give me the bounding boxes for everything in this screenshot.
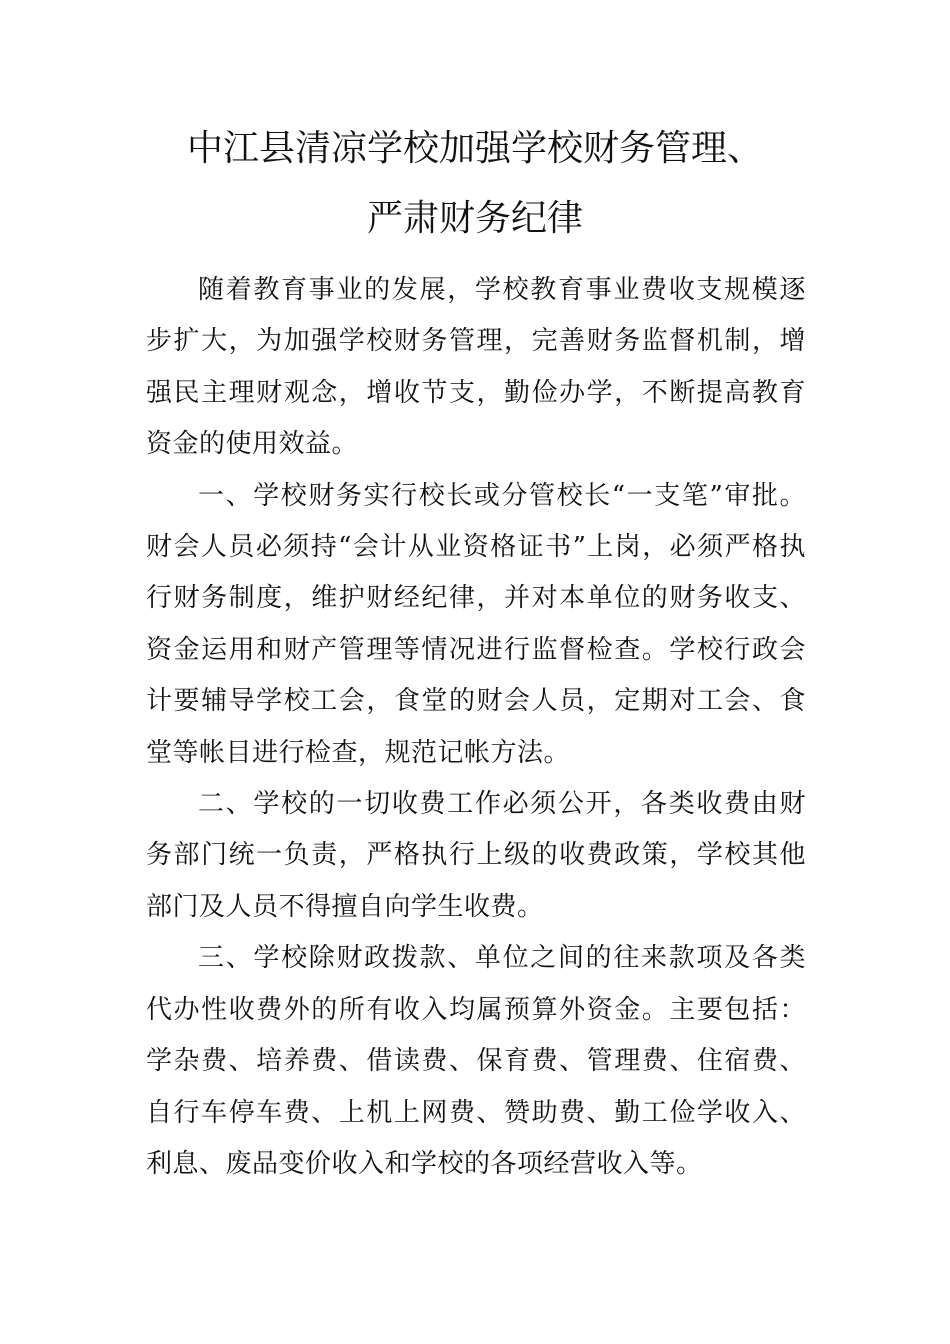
paragraph-item-1: 一、学校财务实行校长或分管校长“一支笔”审批。财会人员必须持“会计从业资格证书”上岗，必须严格执行财务制度，维护财经纪律，并对本单位的财务收支、资金运用和财产管理等情况进行监督检查。学校行政会计要辅导学校工会，食堂的财会人员，定期对工会、食堂等帐目进行检查，规范记帐方法。 <box>146 480 806 768</box>
document-title-line-2: 严肃财务纪律 <box>366 198 583 239</box>
paragraph-item-2: 二、学校的一切收费工作必须公开，各类收费由财务部门统一负责，严格执行上级的收费政策，学校其他部门及人员不得擅自向学生收费。 <box>146 789 806 922</box>
paragraph-intro: 随着教育事业的发展，学校教育事业费收支规模逐步扩大，为加强学校财务管理，完善财务监督机制，增强民主理财观念，增收节支，勤俭办学，不断提高教育资金的使用效益。 <box>146 275 806 460</box>
document-body <box>146 265 806 1190</box>
document-title-line-1: 中江县清凉学校加强学校财务管理、 <box>186 128 763 169</box>
paragraph-item-3: 三、学校除财政拨款、单位之间的往来款项及各类代办性收费外的所有收入均属预算外资金。主要包括：学杂费、培养费、借读费、保育费、管理费、住宿费、自行车停车费、上机上网费、赞助费、勤工俭学收入、利息、废品变价收入和学校的各项经营收入等。 <box>146 943 806 1179</box>
